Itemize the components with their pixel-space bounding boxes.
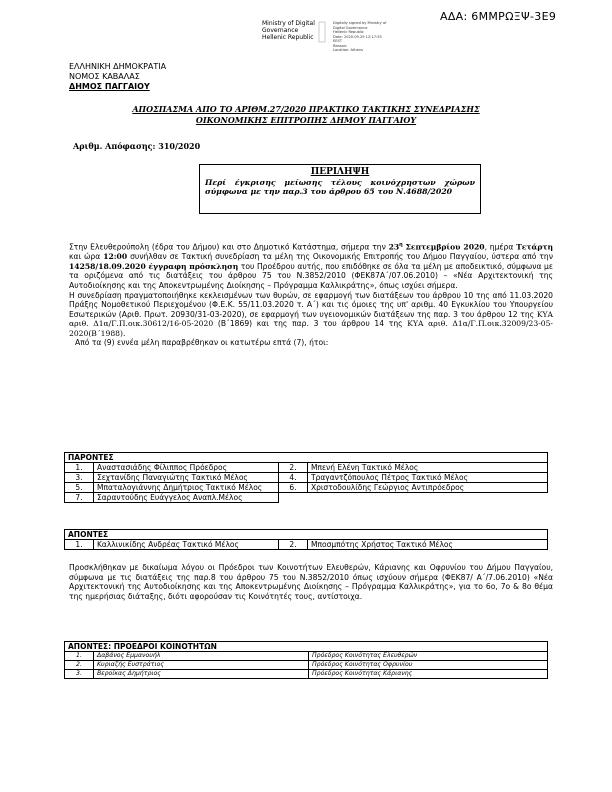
body-text: [69, 241, 553, 348]
paragraph-closed-doors: [69, 291, 553, 339]
cell-num: 2.: [65, 661, 94, 670]
time: 12:00: [103, 252, 128, 262]
absent-table: [64, 529, 548, 550]
decision-label: Αριθμ. Απόφασης:: [73, 141, 156, 151]
cell-role: Πρόεδρος Κοινότητας Οφρυνίου: [309, 661, 548, 670]
signature-right-line: Location: Athens: [333, 48, 363, 52]
signature-right-line: Digitally signed by Ministry of: [333, 21, 387, 25]
cell-num: 1.: [65, 652, 94, 661]
cell-member: Καλλινικίδης Ανδρέας Τακτικό Μέλος: [94, 540, 279, 550]
signature-right-line: Reason:: [333, 43, 348, 48]
title-line: ΟΙΚΟΝΟΜΙΚΗΣ ΕΠΙΤΡΟΠΗΣ ΔΗΜΟΥ ΠΑΓΓΑΙΟΥ: [195, 114, 417, 125]
signature-right-text: [333, 21, 413, 53]
text-span: Στην Ελευθερούπολη (έδρα του Δήμου) και στο Δημοτικό Κατάστημα, σήμερα την: [69, 242, 389, 252]
text-span: συνήλθαν σε Τακτική συνεδρίαση τα μέλη της Οικονομικής Επιτροπής του Δήμου Παγγαίου, ύστερα από την: [127, 252, 553, 262]
table-row: [65, 493, 548, 503]
title-line: ΑΠΟΣΠΑΣΜΑ ΑΠΟ ΤΟ ΑΡΙΘΜ.27/2020 ΠΡΑΚΤΙΚΟ ΤΑΚΤΙΚΗΣ ΣΥΝΕΔΡΙΑΣΗΣ: [132, 104, 480, 114]
signature-left-line: Hellenic Republic: [262, 34, 314, 41]
decision-value: 310/2020: [158, 141, 201, 151]
letterhead: [69, 62, 166, 92]
cell-member: Μπαταλογιάννης Δημήτριος Τακτικό Μέλος: [94, 483, 279, 493]
cell-name: Κυριαζής Ευστράτιος: [94, 661, 309, 670]
text-span: , ημέρα: [484, 242, 517, 252]
letterhead-line: ΕΛΛΗΝΙΚΗ ΔΗΜΟΚΡΑΤΙΑ: [69, 62, 167, 71]
table-row: [65, 483, 548, 493]
absent-heading: ΑΠΟΝΤΕΣ: [65, 530, 548, 540]
cell-member: Μπενή Ελένη Τακτικό Μέλος: [308, 463, 548, 473]
cell-member: Τραγαντζόπουλος Πέτρος Τακτικό Μέλος: [308, 473, 548, 483]
cell-num: 4.: [279, 473, 308, 483]
cell-num: 2.: [279, 540, 308, 550]
paragraph-presidents: Προσκλήθηκαν με δικαίωμα λόγου οι Πρόεδροι των Κοινοτήτων Ελευθερών, Κάριανης και Οφρυνίου του Δήμου Παγγαίου, σύμφωνα με τις διατάξεις της παρ.8 του άρθρου 75 του Ν.3852/2010 όπως ισχύουν σήμερα (ΦΕΚ87/ Α΄/7.06.2010) «Νέα Αρχιτεκτονική της Αυτοδιοίκησης και της Αποκεντρωμένης Διοίκησης – Πρόγραμμα Καλλικράτης», για το 6ο, 7ο & 8ο θέμα της ημερήσιας διάταξης, διότι αφορούσαν τις Κοινότητές τους, αντίστοιχα.: [69, 563, 553, 601]
cell-member: Σεχτανίδης Παναγιώτης Τακτικό Μέλος: [94, 473, 279, 483]
table-row: [65, 463, 548, 473]
cell-num: 6.: [279, 483, 308, 493]
cell-num: 1.: [65, 463, 94, 473]
summary-box: [199, 164, 481, 214]
summary-heading: ΠΕΡΙΛΗΨΗ: [310, 167, 370, 177]
cell-num: 3.: [65, 670, 94, 679]
present-table: [64, 452, 548, 503]
day: 23: [388, 242, 400, 252]
signature-right-line: Hellenic Republic: [333, 30, 364, 34]
year: 2020: [460, 242, 485, 252]
signature-left-text: [262, 20, 315, 41]
cell-member: Μποσμπότης Χρήστος Τακτικό Μέλος: [308, 540, 548, 550]
cell-member: Χριστοδουλίδης Γεώργιος Αντιπρόεδρος: [308, 483, 548, 493]
letterhead-line: ΝΟΜΟΣ ΚΑΒΑΛΑΣ: [69, 72, 140, 81]
cell-num: 5.: [65, 483, 94, 493]
cell-role: Πρόεδρος Κοινότητας Ελευθερών: [309, 652, 548, 661]
cell-member: [308, 493, 548, 503]
table-row: [65, 661, 548, 670]
cell-num: 2.: [279, 463, 308, 473]
cell-role: Πρόεδρος Κοινότητας Κάριανης: [309, 670, 548, 679]
cell-num: [279, 493, 308, 503]
cell-num: 1.: [65, 540, 94, 550]
kya-ref: ΚΥΑ αριθ. Δ1α/Γ.Π.οικ.30612/16-05-2020: [69, 309, 553, 329]
signature-left-line: Ministry of Digital: [262, 20, 315, 27]
document-title: [60, 104, 552, 125]
signature-left-line: Governance: [262, 27, 299, 34]
weekday: Τετάρτη: [516, 242, 553, 252]
paragraph-attendance: Από τα (9) εννέα μέλη παραβρέθηκαν οι κατωτέρω επτά (7), ήτοι:: [75, 338, 329, 348]
month: Σεπτεμβρίου: [405, 242, 461, 252]
cell-name: Δαβάνος Εμμανουήλ: [94, 652, 309, 661]
presidents-table: [64, 641, 548, 679]
presidents-heading: ΑΠΟΝΤΕΣ: ΠΡΟΕΔΡΟΙ ΚΟΙΝΟΤΗΤΩΝ: [65, 642, 548, 652]
present-heading: ΠΑΡΟΝΤΕΣ: [65, 453, 548, 463]
signature-right-line: EEST: [333, 39, 343, 43]
signature-stamp-icon: [318, 20, 326, 44]
cell-num: 3.: [65, 473, 94, 483]
paragraph-session: [69, 241, 553, 291]
cell-member: Αναστασιάδης Φίλιππος Πρόεδρος: [94, 463, 279, 473]
text-span: Η συνεδρίαση πραγματοποιήθηκε κεκλεισμένων των θυρών, σε εφαρμογή των διατάξεων του άρθρου 10 της από 11.03.2020 Πράξης Νομοθετικού Περιεχομένου (Φ.Ε.Κ. 55/11.03.2020 τ. Α΄) και τις όμοιες της υπ' αριθμ. 40 Εγκυκλίου του Υπουργείου Εσωτερικών (Αριθ. Πρωτ. 20930/31-03-2020), σε εφαρμογή των υγειονομικών διατάξεων της παρ. 3 του άρθρου 12 της: [69, 290, 553, 319]
day-suffix: η: [399, 242, 403, 248]
text-span: (Β΄1869) και της παρ. 3 του άρθρου 14 της: [213, 319, 408, 329]
table-row: [65, 540, 548, 550]
invitation: 14258/18.09.2020 έγγραφη πρόσκληση: [69, 261, 239, 271]
cell-num: 7.: [65, 493, 94, 503]
ada-code: ΑΔΑ: 6ΜΜΡΩΞΨ-3Ε9: [440, 10, 557, 23]
text-span: του Προέδρου αυτής, που επιδόθηκε σε όλα τα μέλη με αποδεικτικό, σύμφωνα με τα οριζόμενα από τις διατάξεις του άρθρου 75 του Ν.3852/2010 (ΦΕΚ87Α΄/07.06.2010) – «Νέα Αρχιτεκτονική της Αυτοδιοίκησης και της Αποκεντρωμένης Διοίκησης – Πρόγραμμα Καλλικράτης», όπως ισχύει σήμερα.: [69, 261, 553, 290]
table-row: [65, 652, 548, 661]
signature-right-line: Date: 2020.09.29 12:17:55: [333, 34, 382, 39]
table-row: [65, 670, 548, 679]
table-row: [65, 473, 548, 483]
kya-ref: ΚΥΑ αριθ. Δ1α/Γ.Π.οικ.32009/23-05-2020(Β΄1988).: [69, 319, 553, 338]
text-span: και ώρα: [69, 252, 104, 262]
letterhead-municipality: ΔΗΜΟΣ ΠΑΓΓΑΙΟΥ: [69, 82, 150, 91]
decision-number: [73, 141, 200, 151]
summary-text: Περί έγκρισης μείωσης τέλους κοινόχρηστων χώρων σύμφωνα με την παρ.3 του άρθρου 65 του Ν.4688/2020: [205, 178, 475, 196]
cell-name: Βεροΐκας Δημήτριος: [94, 670, 309, 679]
cell-member: Σαραντούδης Ευάγγελος Αναπλ.Μέλος: [94, 493, 279, 503]
signature-right-line: Digital Governance: [333, 25, 368, 30]
